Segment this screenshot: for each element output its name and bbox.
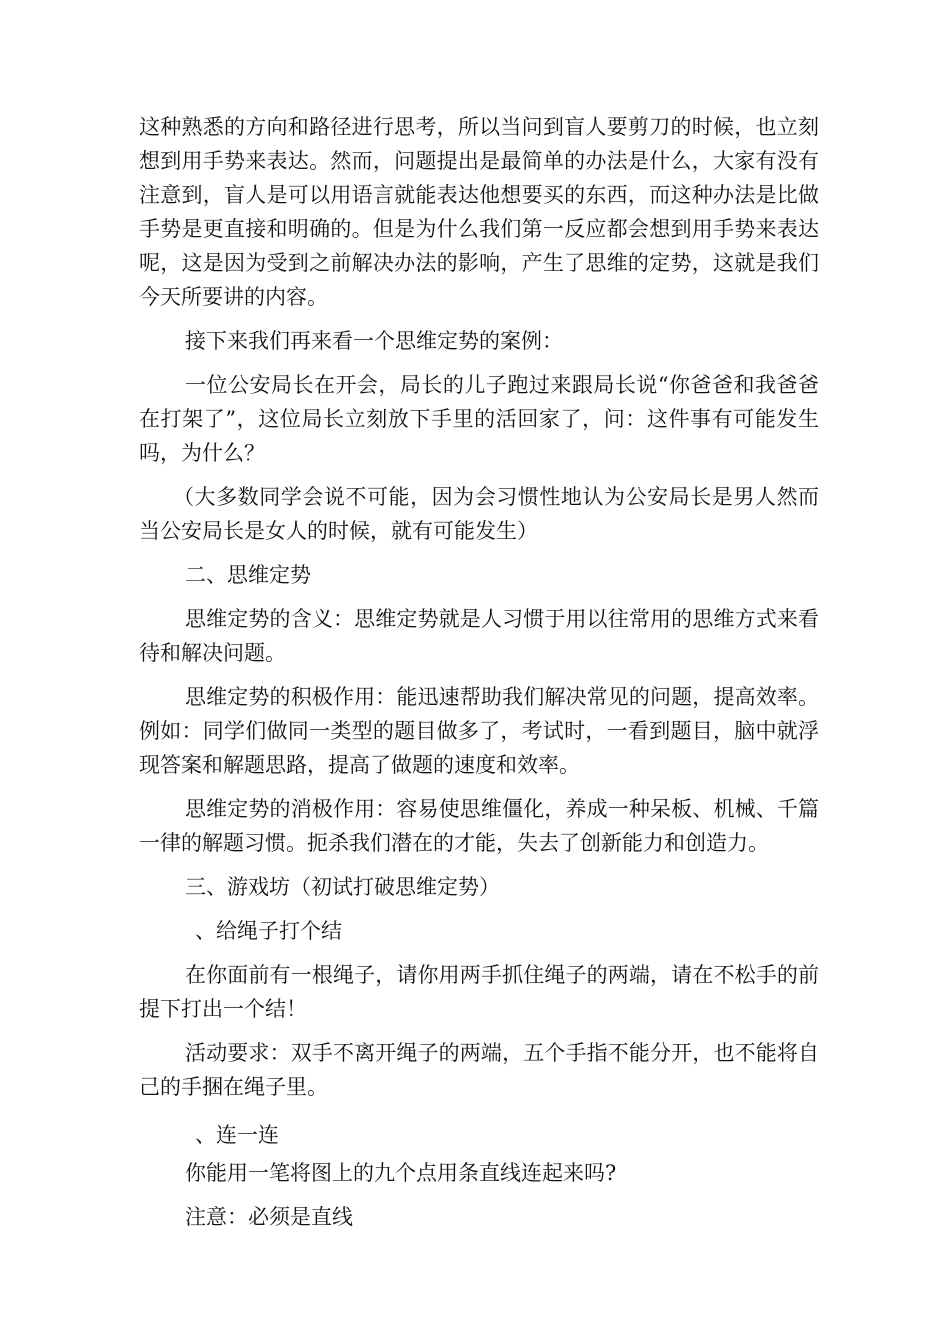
paragraph-case-story: 一位公安局长在开会，局长的儿子跑过来跟局长说“你爸爸和我爸爸在打架了”，这位局长立刻放下手里的活回家了，问：这件事有可能发生吗，为什么？: [139, 373, 819, 465]
paragraph-intro: 这种熟悉的方向和路径进行思考，所以当问到盲人要剪刀的时候，也立刻想到用手势来表达。然而，问题提出是最简单的办法是什么，大家有没有注意到，盲人是可以用语言就能表达他想要买的东西，而这种办法是比做手势是更直接和明确的。但是为什么我们第一反应都会想到用手势来表达呢，这是因为受到之前解决办法的影响，产生了思维的定势，这就是我们今天所要讲的内容。: [139, 115, 819, 309]
paragraph-rope-rules: 活动要求：双手不离开绳子的两端，五个手指不能分开，也不能将自己的手捆在绳子里。: [139, 1041, 819, 1099]
paragraph-negative-effect: 思维定势的消极作用：容易使思维僵化，养成一种呆板、机械、千篇一律的解题习惯。扼杀我们潜在的才能，失去了创新能力和创造力。: [139, 797, 819, 855]
paragraph-case-answer: （大多数同学会说不可能，因为会习惯性地认为公安局长是男人然而当公安局长是女人的时候，就有可能发生）: [139, 485, 819, 543]
subheading-rope-knot: 、给绳子打个结: [195, 919, 342, 943]
document-body: [139, 110, 819, 1244]
paragraph-positive-effect: 思维定势的积极作用：能迅速帮助我们解决常见的问题，提高效率。例如：同学们做同一类型的题目做多了，考试时，一看到题目，脑中就浮现答案和解题思路，提高了做题的速度和效率。: [139, 685, 819, 777]
subheading-connect-dots: 、连一连: [195, 1123, 279, 1147]
paragraph-dots-question: 你能用一笔将图上的九个点用条直线连起来吗?: [185, 1161, 617, 1185]
section-heading-thinking-set: 二、思维定势: [185, 563, 311, 587]
section-heading-game: 三、游戏坊（初试打破思维定势）: [185, 875, 500, 899]
paragraph-definition: 思维定势的含义：思维定势就是人习惯于用以往常用的思维方式来看待和解决问题。: [139, 607, 819, 665]
paragraph-case-intro: 接下来我们再来看一个思维定势的案例：: [185, 329, 563, 353]
paragraph-rope-task: 在你面前有一根绳子，请你用两手抓住绳子的两端，请在不松手的前提下打出一个结！: [139, 963, 819, 1021]
paragraph-dots-note: 注意：必须是直线: [185, 1205, 353, 1229]
